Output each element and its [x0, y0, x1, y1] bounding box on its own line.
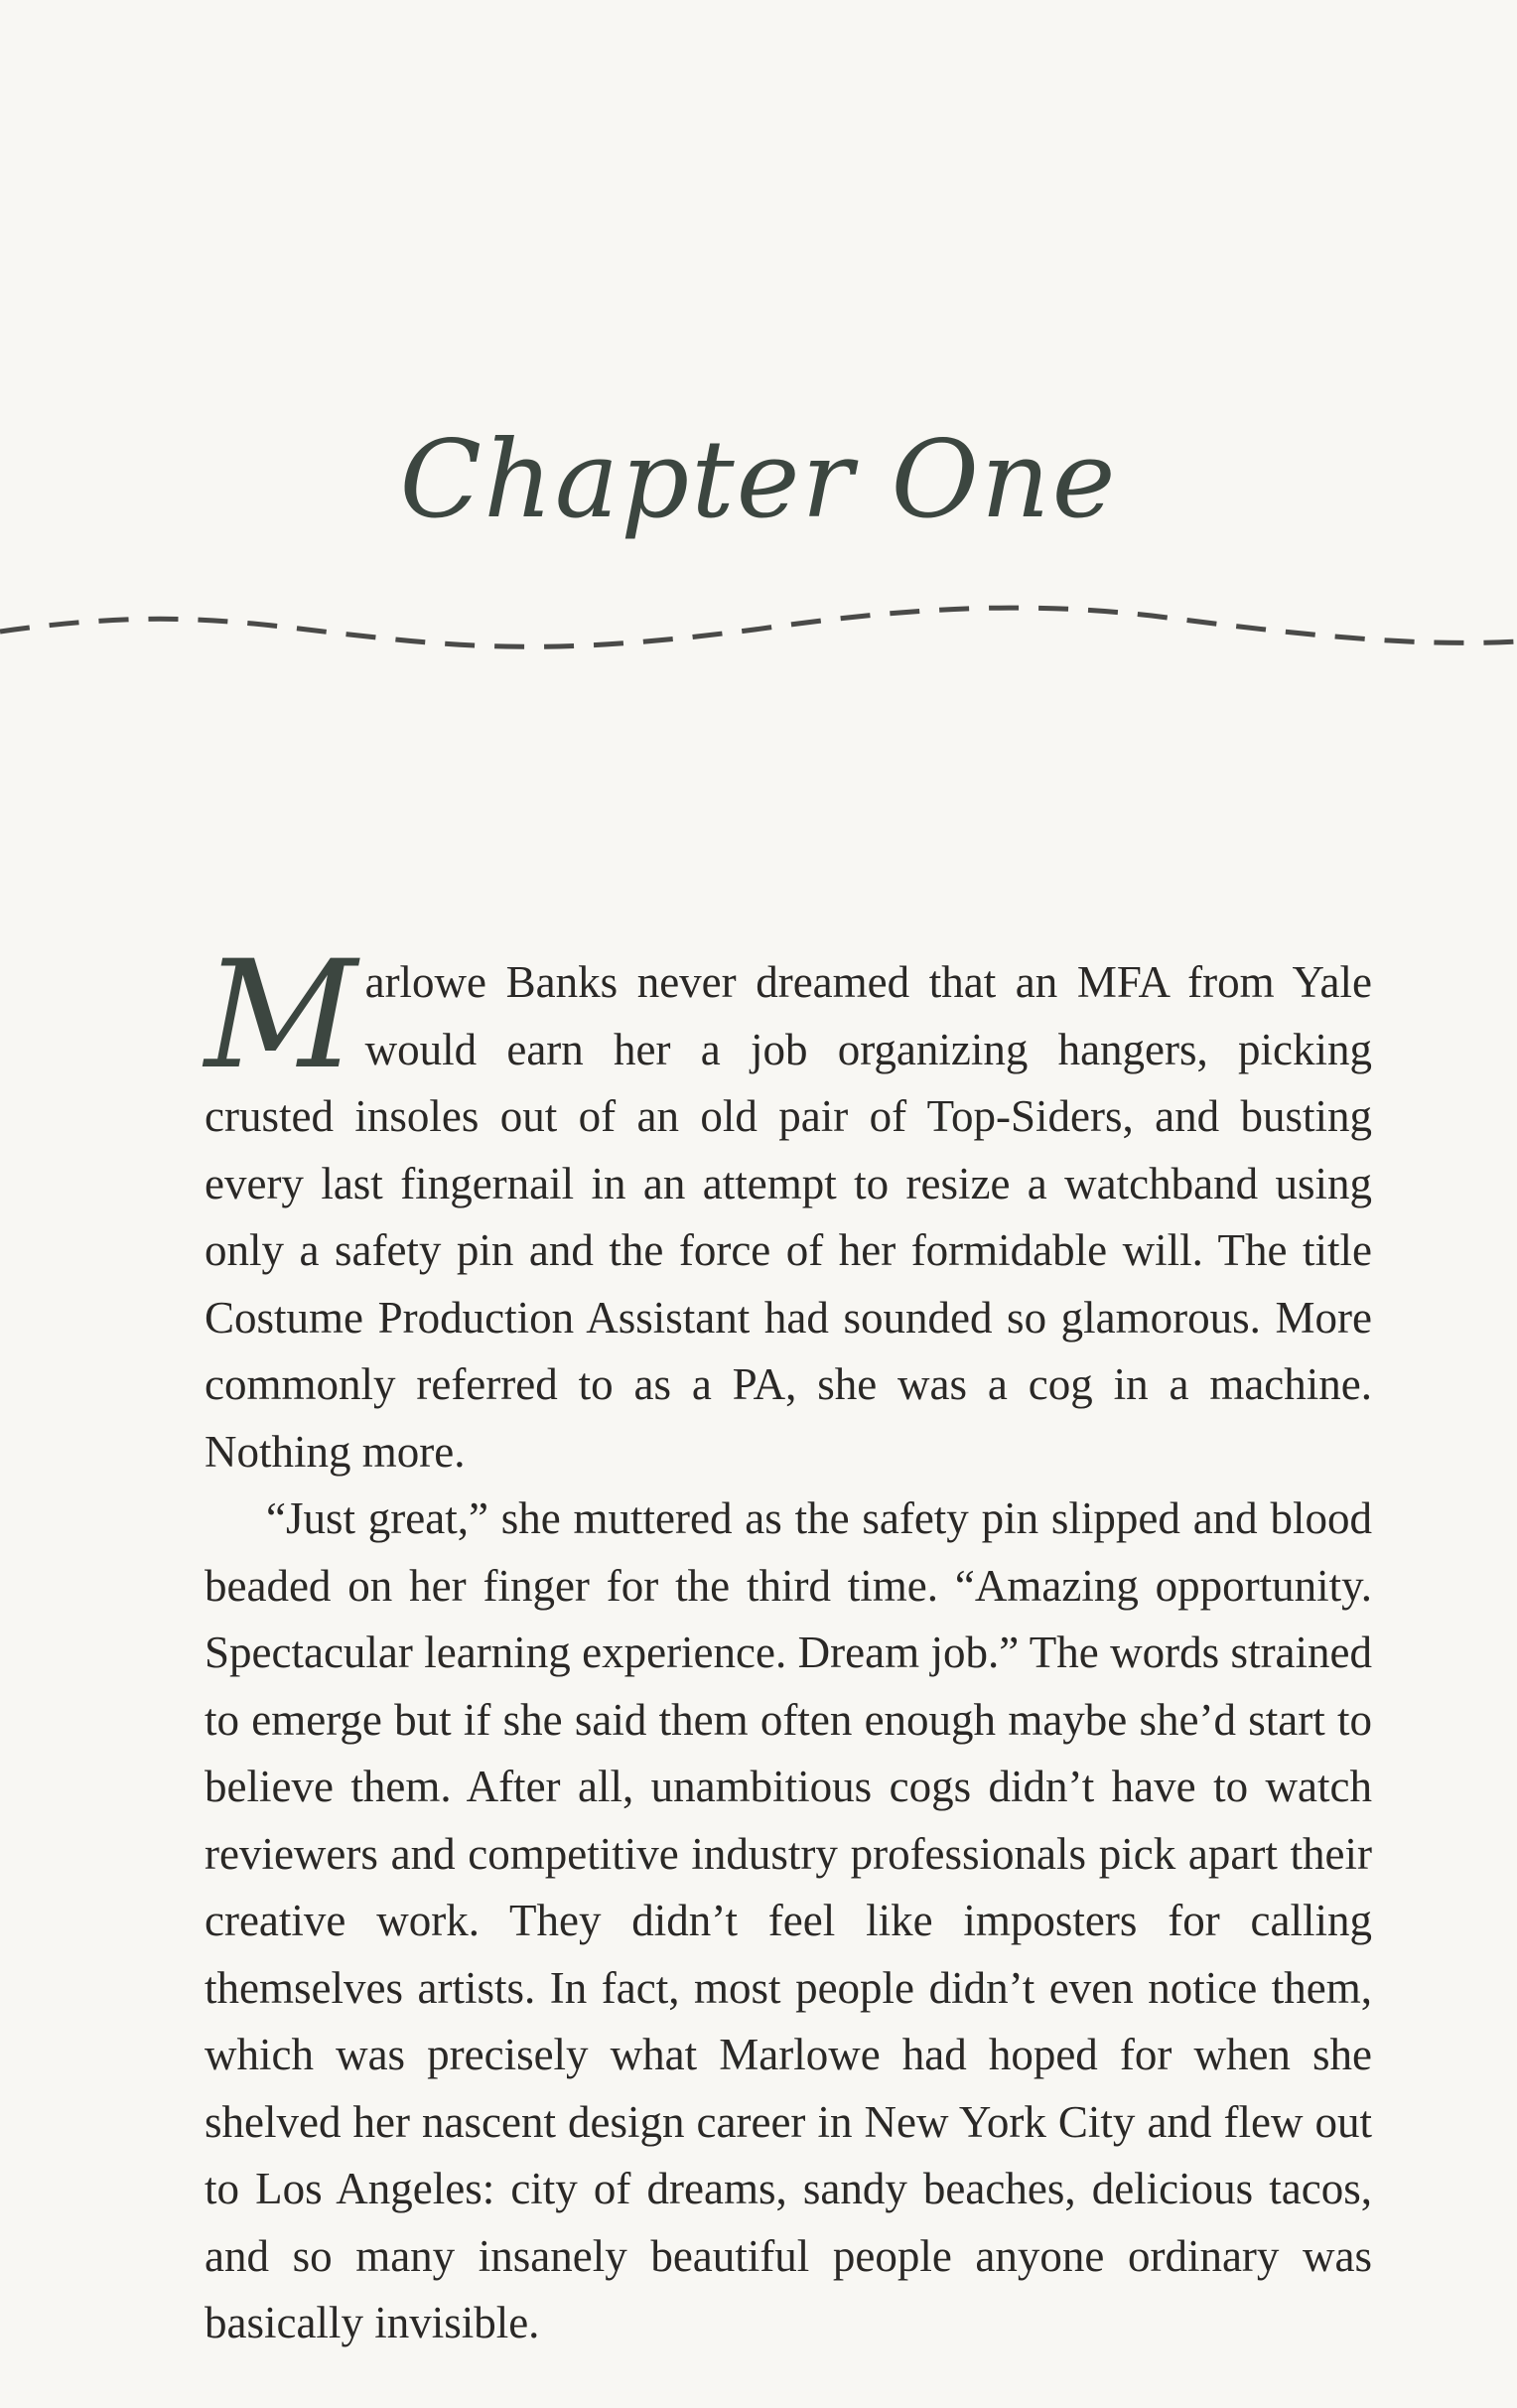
chapter-title: Chapter One — [399, 418, 1118, 542]
paragraph-1-text: arlowe Banks never dreamed that an MFA from Yale would earn her a job organizing hangers, picking crusted insoles out of an old pair of Top-Siders, and busting every last fingernail in an attempt to resize a watchband using only a safety pin and the force of her formidable will. The title Costume Production Assistant had sounded so glamorous. More commonly referred to as a PA, she was a cog in a machine. Nothing more. — [205, 957, 1372, 1477]
paragraph-1 — [205, 929, 1372, 1486]
paragraph-2: “Just great,” she muttered as the safety pin slipped and blood beaded on her finger for the third time. “Amazing opportunity. Spectacular learning experience. Dream job.” The words strained to emerge but if she said them often enough maybe she’d start to believe them. After all, unambitious cogs didn’t have to watch reviewers and competitive industry professionals pick apart their creative work. They didn’t feel like imposters for calling themselves artists. In fact, most people didn’t even notice them, which was precisely what Marlowe had hoped for when she shelved her nascent design career in New York City and flew out to Los Angeles: city of dreams, sandy beaches, delicious tacos, and so many insanely beautiful people anyone ordinary was basically invisible. — [205, 1493, 1372, 2347]
chapter-body — [205, 929, 1372, 2357]
dashed-wave-divider — [0, 576, 1517, 695]
drop-cap: M — [205, 929, 357, 1102]
